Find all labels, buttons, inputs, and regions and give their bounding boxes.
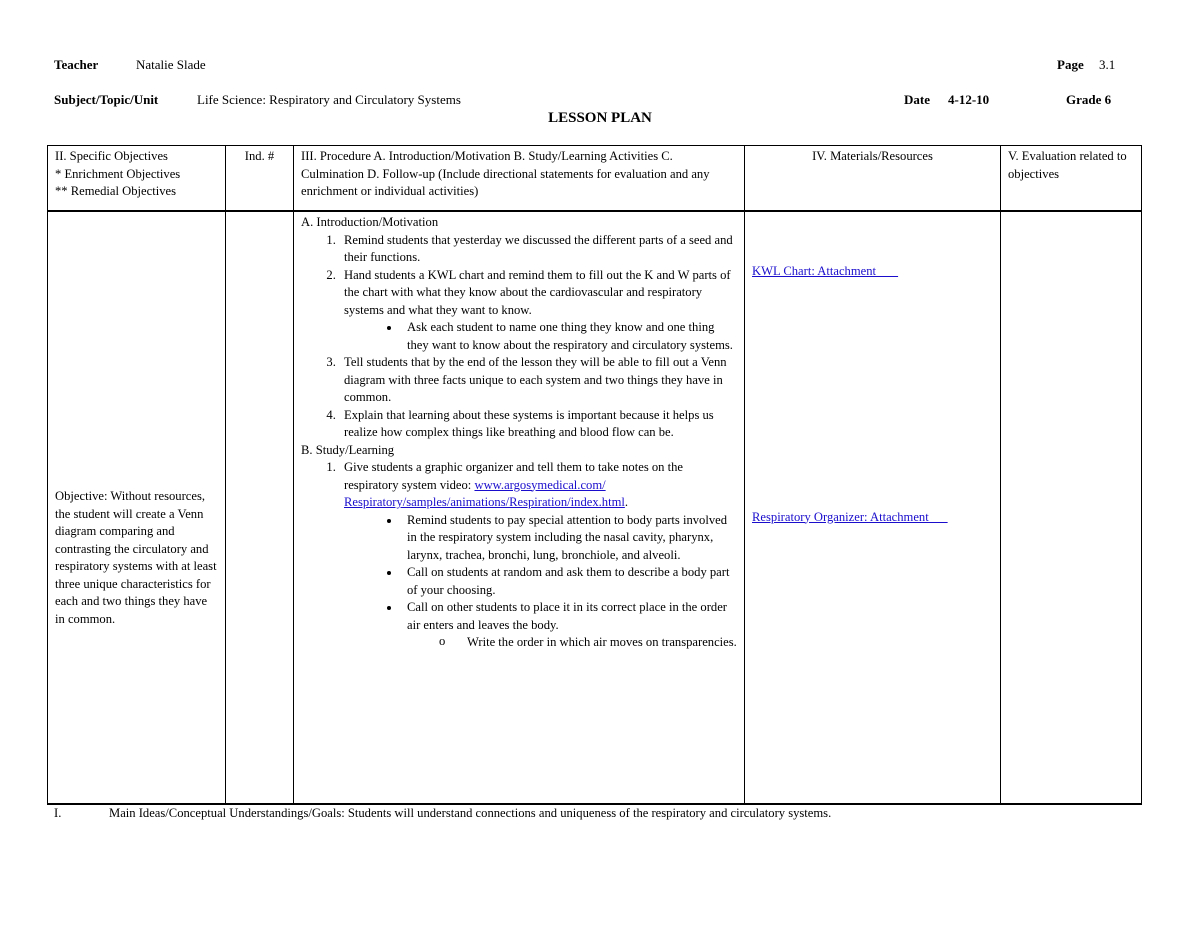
section-a-heading: A. Introduction/Motivation (301, 215, 439, 229)
bullet-item-text: Call on other students to place it in its correct place in the order air enters and leaves the body. (407, 600, 727, 632)
bullet-list (344, 319, 737, 354)
subject-label: Subject/Topic/Unit (54, 92, 159, 107)
date-label: Date (904, 92, 930, 107)
respiratory-organizer-link[interactable]: Respiratory Organizer: Attachment (752, 509, 948, 524)
list-item (339, 407, 737, 442)
evaluation-cell (1001, 211, 1142, 804)
enrichment-header-line: * Enrichment Objectives (55, 166, 181, 181)
table-body-row (48, 211, 1142, 804)
page-label: Page (1057, 57, 1084, 72)
bullet-item: • Call on students at random and ask them to describe a body part of your choosing. (401, 564, 737, 599)
objective-cell (48, 211, 226, 804)
list-item-text: Explain that learning about these systems is important because it helps us realize how complex things like breathing and blood flow can be. (344, 407, 714, 439)
section-a-list (301, 232, 737, 442)
ind-cell (226, 211, 294, 804)
bullet-list (344, 512, 737, 652)
list-item-text: Remind students that yesterday we discussed the different parts of a seed and their functions. (344, 232, 733, 264)
list-item-text: Give students a graphic organizer and tell them to take notes on the respiratory system video: (344, 460, 683, 492)
procedure-header: III. Procedure A. Introduction/Motivation B. Study/Learning Activities C. Culmination D. Follow-up (Include directional statements for evaluation and any enrichment or individual activities) (294, 146, 745, 212)
materials-cell (745, 211, 1001, 804)
list-item (339, 232, 737, 267)
document-title: LESSON PLAN (548, 110, 652, 126)
sub-bullet-list (407, 634, 737, 652)
page-value: 3.1 (1099, 57, 1116, 72)
objectives-header (48, 146, 226, 212)
list-item (339, 354, 737, 407)
sub-bullet-item: o Write the order in which air moves on transparencies. (464, 634, 737, 652)
list-item (339, 267, 737, 355)
video-link[interactable]: www.argosymedical.com/ Respiratory/samples/animations/Respiration/index.html (344, 477, 625, 509)
objective-text: Objective: Without resources, the student will create a Venn diagram comparing and contrasting the circulatory and respiratory systems with at least three unique characteristics for each and two things they have in common. (55, 489, 217, 626)
section-b-list (301, 459, 737, 652)
lesson-plan-table (47, 145, 1142, 805)
teacher-label: Teacher (54, 57, 99, 72)
list-item-text: Tell students that by the end of the lesson they will be able to fill out a Venn diagram with three facts unique to each system and two things they have in common. (344, 355, 727, 404)
bullet-item: • Ask each student to name one thing they know and one thing they want to know about the respiratory and circulatory systems. (401, 319, 737, 354)
objectives-header-line: II. Specific Objectives (55, 149, 168, 163)
bullet-item (401, 599, 737, 652)
evaluation-header: V. Evaluation related to objectives (1001, 146, 1142, 212)
date-value: 4-12-10 (948, 92, 990, 107)
kwl-chart-link[interactable]: KWL Chart: Attachment (752, 264, 899, 278)
footer-goals-text: Main Ideas/Conceptual Understandings/Goals: Students will understand connections and uniqueness of the respiratory and circulatory systems. (109, 806, 832, 820)
bullet-item: • Remind students to pay special attention to body parts involved in the respiratory system including the nasal cavity, pharynx, larynx, trachea, bronchi, lung, bronchiole, and alveoli. (401, 512, 737, 565)
table-header-row (48, 146, 1142, 212)
subject-value: Life Science: Respiratory and Circulatory Systems (197, 92, 461, 107)
list-item-text: Hand students a KWL chart and remind them to fill out the K and W parts of the chart with what they know about the cardiovascular and respiratory systems and what they want to know. (344, 267, 731, 317)
remedial-header-line: ** Remedial Objectives (55, 184, 177, 198)
procedure-cell (294, 211, 745, 804)
grade-label: Grade 6 (1066, 92, 1112, 107)
teacher-name: Natalie Slade (136, 57, 206, 72)
link-period: . (624, 495, 629, 509)
list-item (339, 459, 737, 652)
materials-header: IV. Materials/Resources (745, 146, 1001, 212)
section-b-heading: B. Study/Learning (301, 442, 395, 457)
footer-number: I. (54, 806, 62, 820)
ind-header: Ind. # (226, 146, 294, 212)
